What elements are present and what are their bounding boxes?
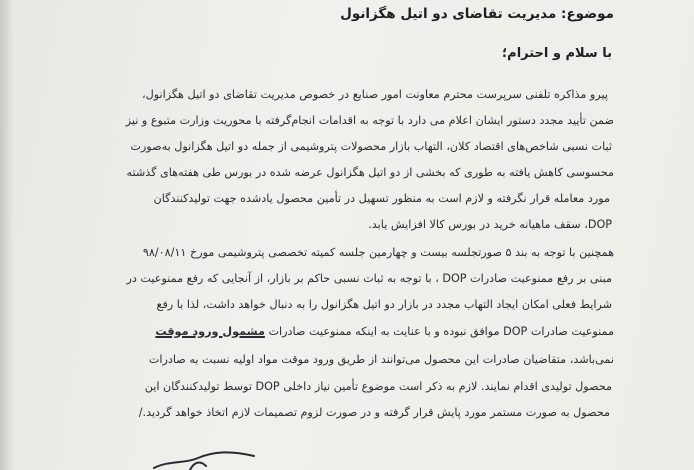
body-line: ثبات نسبی شاخص‌های اقتصاد کلان، التهاب بازار محصولات پتروشیمی از جمله دو اتیل هگزانول به‌صورت (130, 140, 612, 153)
body-line: همچنین با توجه به بند ۵ صورتجلسه بیست و چهارمین جلسه کمیته تخصصی پتروشیمی مورخ ۹۸/۰۸/۱۱ (142, 246, 614, 259)
body-line: شرایط فعلی امکان ایجاد التهاب مجدد در بازار دو اتیل هگزانول را به دنبال خواهد داشت، لذا با رفع (156, 298, 612, 311)
signature-mark (150, 446, 260, 470)
body-line: ضمن تأیید مجدد دستور ایشان اعلام می دارد با توجه به اقدامات انجام‌گرفته با محوریت وزارت متبوع و نیز (125, 114, 614, 127)
body-line: مبنی بر رفع ممنوعیت صادرات DOP ، با توجه به ثبات نسبی حاکم بر بازار، از آنجایی که رفع ممنوعیت در (126, 272, 612, 285)
body-line: مورد معامله قرار نگرفته و لازم است به منظور تسهیل در تأمین محصول یادشده جهت تولیدکنندگان (153, 192, 610, 205)
body-line: محصول به صورت مستمر مورد پایش قرار گرفته و در صورت لزوم تصمیمات لازم اتخاذ خواهد گردید./ (138, 406, 610, 419)
letter-subject: موضوع: مدیریت تقاضای دو اتیل هگزانول (340, 6, 614, 22)
page-edge-shadow (0, 0, 14, 470)
body-line-text: ممنوعیت صادرات DOP موافق نبوده و با عنایت به اینکه ممنوعیت صادرات (268, 325, 614, 338)
emphasized-phrase: مشمول ورود موقت (155, 325, 265, 338)
body-line: DOP، سقف ماهیانه خرید در بورس کالا افزایش یابد. (368, 218, 612, 231)
body-line: نمی‌باشد، متقاضیان صادرات این محصول می‌توانند از طریق ورود موقت مواد اولیه نسبت به صادرات (148, 353, 614, 366)
body-line: محسوسی کاهش یافته به طوری که بخشی از دو اتیل هگزانول عرضه شده در بورس طی هفته‌های گذشته (126, 166, 614, 179)
body-line: پیرو مذاکره تلفنی سرپرست محترم معاونت امور صنایع در خصوص مدیریت تقاضای دو اتیل هگزانول، (141, 88, 608, 101)
body-line: محصول تولیدی اقدام نمایند. لازم به ذکر است موضوع تأمین نیاز داخلی DOP توسط تولیدکنندگان این (144, 380, 612, 393)
letter-greeting: با سلام و احترام؛ (501, 46, 612, 61)
body-line (155, 325, 614, 338)
